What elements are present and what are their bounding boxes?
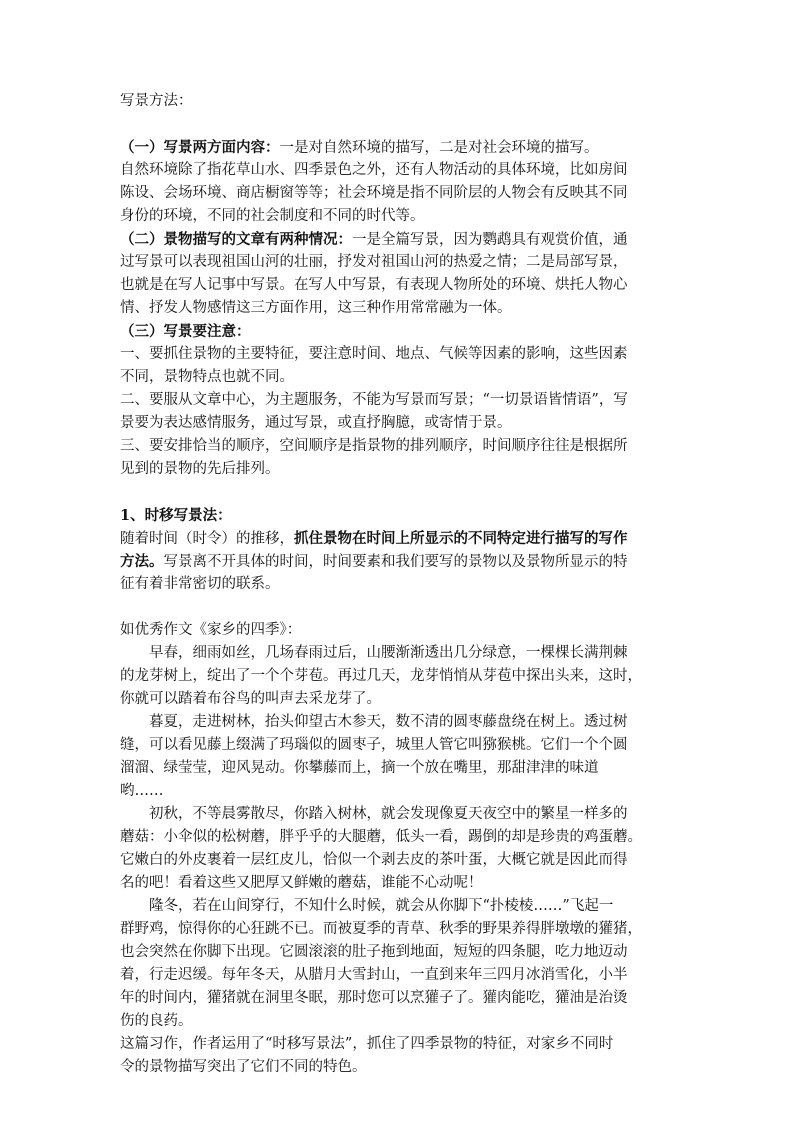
example-text: 隆冬，若在山间穿行，不知什么时候，就会从你脚下“扑棱棱……”飞起一 (149, 898, 614, 914)
example-text: 的龙芽树上，绽出了一个个芽苞。再过几天，龙芽悄悄从芽苞中探出头来，这时， (120, 668, 642, 684)
example-text: 着，行走迟缓。每年冬天，从腊月大雪封山，一直到来年三四月冰消雪化，小半 (120, 967, 628, 983)
method-1-line-2 (120, 550, 675, 573)
section-3-text: 二、要服从文章中心，为主题服务，不能为写景而写景；“一切景语皆情语”，写 (120, 392, 628, 408)
example-text: 伤的良药。 (120, 1013, 193, 1029)
example-text: 暮夏，走进树林，抬头仰望古木参天，数不清的圆枣藤盘绕在树上。透过树 (149, 714, 628, 730)
section-3-text: 见到的景物的先后排列。 (120, 461, 280, 477)
example-text: 缝，可以看见藤上缀满了玛瑙似的圆枣子，城里人管它叫猕猴桃。它们一个个圆 (120, 737, 628, 753)
section-3-label: （三）写景要注意： (120, 323, 251, 340)
section-1-text: 自然环境除了指花草山水、四季景色之外，还有人物活动的具体环境，比如房间 (120, 162, 628, 178)
section-1-text: 身份的环境，不同的社会制度和不同的时代等。 (120, 208, 425, 224)
method-1-text: 写景离不开具体的时间，时间要素和我们要写的景物以及景物所显示的特 (163, 554, 628, 570)
method-1-line-3: 征有着非常密切的联系。 (120, 576, 280, 592)
section-2-text: 情、抒发人物感情这三方面作用，这三种作用常常融为一体。 (120, 300, 512, 316)
method-1-title: 1、时移写景法： (120, 507, 232, 524)
spacer (120, 596, 675, 619)
method-1-text: 随着时间（时令）的推移， (120, 531, 294, 547)
section-1-intro: 一是对自然环境的描写，二是对社会环境的描写。 (279, 140, 599, 156)
method-1-line-1 (120, 527, 675, 550)
method-1-emphasis: 抓住景物在时间上所显示的不同特定进行描写的写作 (294, 530, 628, 547)
example-summary: 这篇习作，作者运用了“时移写景法”，抓住了四季景物的特征，对家乡不同时 (120, 1036, 614, 1052)
example-text: 初秋，不等晨雾散尽，你踏入树林，就会发现像夏天夜空中的繁星一样多的 (149, 806, 628, 822)
example-text: 蘑菇：小伞似的松树蘑，胖乎乎的大腿蘑，低头一看，踢倒的却是珍贵的鸡蛋蘑。 (120, 829, 642, 845)
example-text: 群野鸡，惊得你的心狂跳不已。而被夏季的青草、秋季的野果养得胖墩墩的獾猪， (120, 921, 642, 937)
section-2-intro: 一是全篇写景，因为鹦鹉具有观赏价值，通 (352, 232, 628, 248)
section-3-text: 景要为表达感情服务，通过写景，或直抒胸臆，或寄情于景。 (120, 415, 512, 431)
page-heading: 写景方法： (120, 93, 193, 109)
example-text: 名的吧！看着这些又肥厚又鲜嫩的蘑菇，谁能不心动呢！ (120, 875, 483, 891)
section-3-text: 三、要安排恰当的顺序，空间顺序是指景物的排列顺序，时间顺序往往是根据所 (120, 438, 628, 454)
section-1-text: 陈设、会场环境、商店橱窗等等；社会环境是指不同阶层的人物会有反映其不同 (120, 185, 628, 201)
section-2-text: 过写景可以表现祖国山河的壮丽，抒发对祖国山河的热爱之情；二是局部写景， (120, 254, 628, 270)
example-text: 哟…… (120, 783, 164, 799)
section-3-text: 不同，景物特点也就不同。 (120, 369, 294, 385)
section-1-label: （一）写景两方面内容： (120, 139, 280, 156)
spacer (120, 113, 675, 136)
section-2-text: 也就是在写人记事中写景。在写人中写景，有表现人物所处的环境、烘托人物心 (120, 277, 628, 293)
section-2-line-1 (120, 228, 675, 251)
example-text: 年的时间内，獾猪就在洞里冬眠，那时您可以烹獾子了。獾肉能吃，獾油是治烫 (120, 990, 628, 1006)
example-text: 你就可以踏着布谷鸟的叫声去采龙芽了。 (120, 691, 381, 707)
example-text: 早春，细雨如丝，几场春雨过后，山腰渐渐透出几分绿意，一棵棵长满荆棘 (149, 645, 628, 661)
section-2-label: （二）景物描写的文章有两种情况： (120, 231, 352, 248)
method-1-emphasis: 方法。 (120, 553, 164, 570)
section-3-text: 一、要抓住景物的主要特征，要注意时间、地点、气候等因素的影响，这些因素 (120, 346, 628, 362)
example-text: 溜溜、绿莹莹，迎风晃动。你攀藤而上，摘一个放在嘴里，那甜津津的味道 (120, 760, 599, 776)
example-summary: 令的景物描写突出了它们不同的特色。 (120, 1059, 367, 1075)
document-page (120, 90, 675, 1079)
example-text: 它嫩白的外皮裹着一层红皮儿，恰似一个剥去皮的茶叶蛋，大概它就是因此而得 (120, 852, 628, 868)
example-text: 也会突然在你脚下出现。它圆滚滚的肚子拖到地面，短短的四条腿，吃力地迈动 (120, 944, 628, 960)
section-1-line-1 (120, 136, 675, 159)
spacer (120, 481, 675, 504)
example-intro: 如优秀作文《家乡的四季》： (120, 622, 302, 638)
